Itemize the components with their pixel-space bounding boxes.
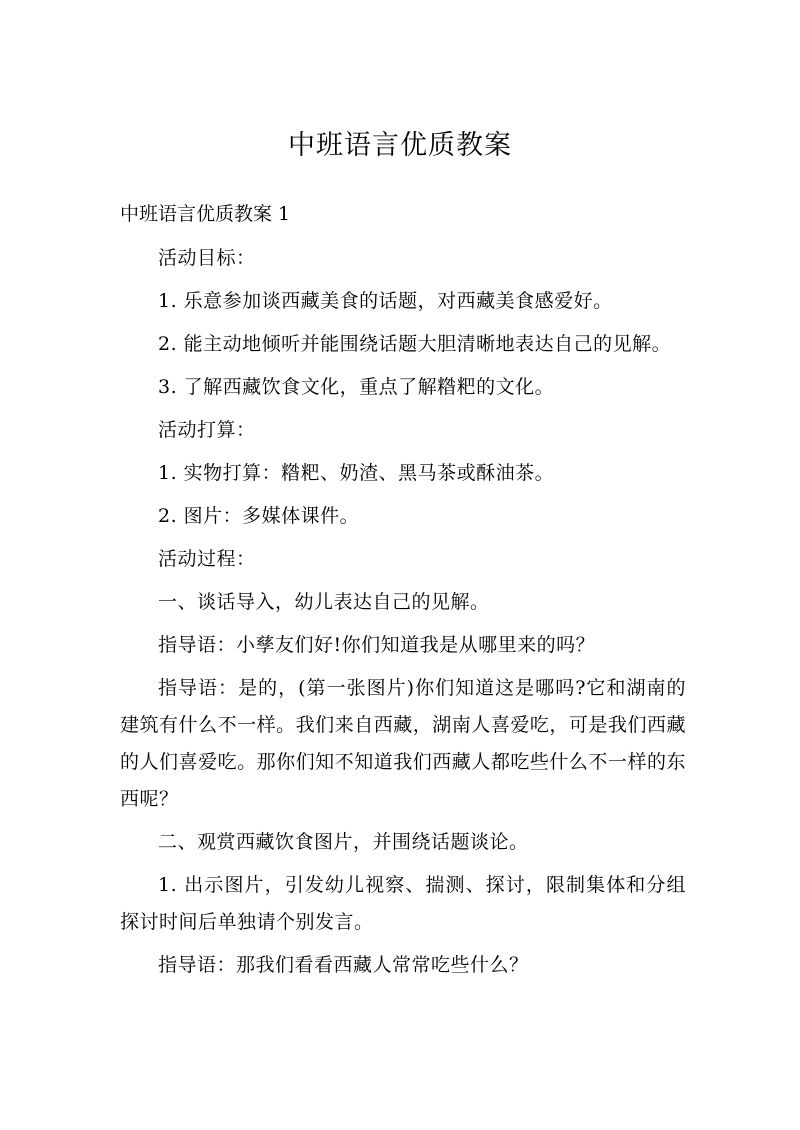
paragraph-guide-3: 指导语：那我们看看西藏人常常吃些什么？	[158, 954, 529, 976]
paragraph-prep-2: 2. 图片：多媒体课件。	[158, 505, 360, 527]
paragraph-prep-heading: 活动打算：	[158, 419, 256, 441]
paragraph-goal-2: 2. 能主动地倾听并能围绕话题大胆清晰地表达自己的见解。	[158, 333, 672, 355]
paragraph-process-heading: 活动过程：	[158, 548, 256, 570]
paragraph-guide-2: 指导语：是的，(第一张图片)你们知道这是哪吗?它和湖南的建筑有什么不一样。我们来自西藏，湖南人喜爱吃，可是我们西藏的人们喜爱吃。那你们知不知道我们西藏人都吃些什么不一样的东西呢？	[120, 677, 686, 810]
paragraph-goal-1: 1. 乐意参加谈西藏美食的话题，对西藏美食感爱好。	[158, 290, 613, 312]
document-title: 中班语言优质教案	[288, 130, 512, 161]
paragraph-prep-1: 1. 实物打算：糌粑、奶渣、黑马茶或酥油茶。	[158, 462, 555, 484]
paragraph-guide-1: 指导语：小孳友们好!你们知道我是从哪里来的吗？	[158, 634, 596, 656]
paragraph-goals-heading: 活动目标：	[158, 247, 256, 269]
paragraph-step-1: 一、谈话导入，幼儿表达自己的见解。	[158, 591, 490, 613]
document-body	[120, 240, 686, 990]
paragraph-step-2-1: 1. 出示图片，引发幼儿视察、揣测、探讨，限制集体和分组探讨时间后单独请个别发言。	[120, 874, 686, 933]
document-subtitle: 中班语言优质教案 1	[120, 203, 291, 225]
paragraph-goal-3: 3. 了解西藏饮食文化，重点了解糌粑的文化。	[158, 376, 555, 398]
paragraph-step-2: 二、观赏西藏饮食图片，并围绕话题谈论。	[158, 831, 529, 853]
